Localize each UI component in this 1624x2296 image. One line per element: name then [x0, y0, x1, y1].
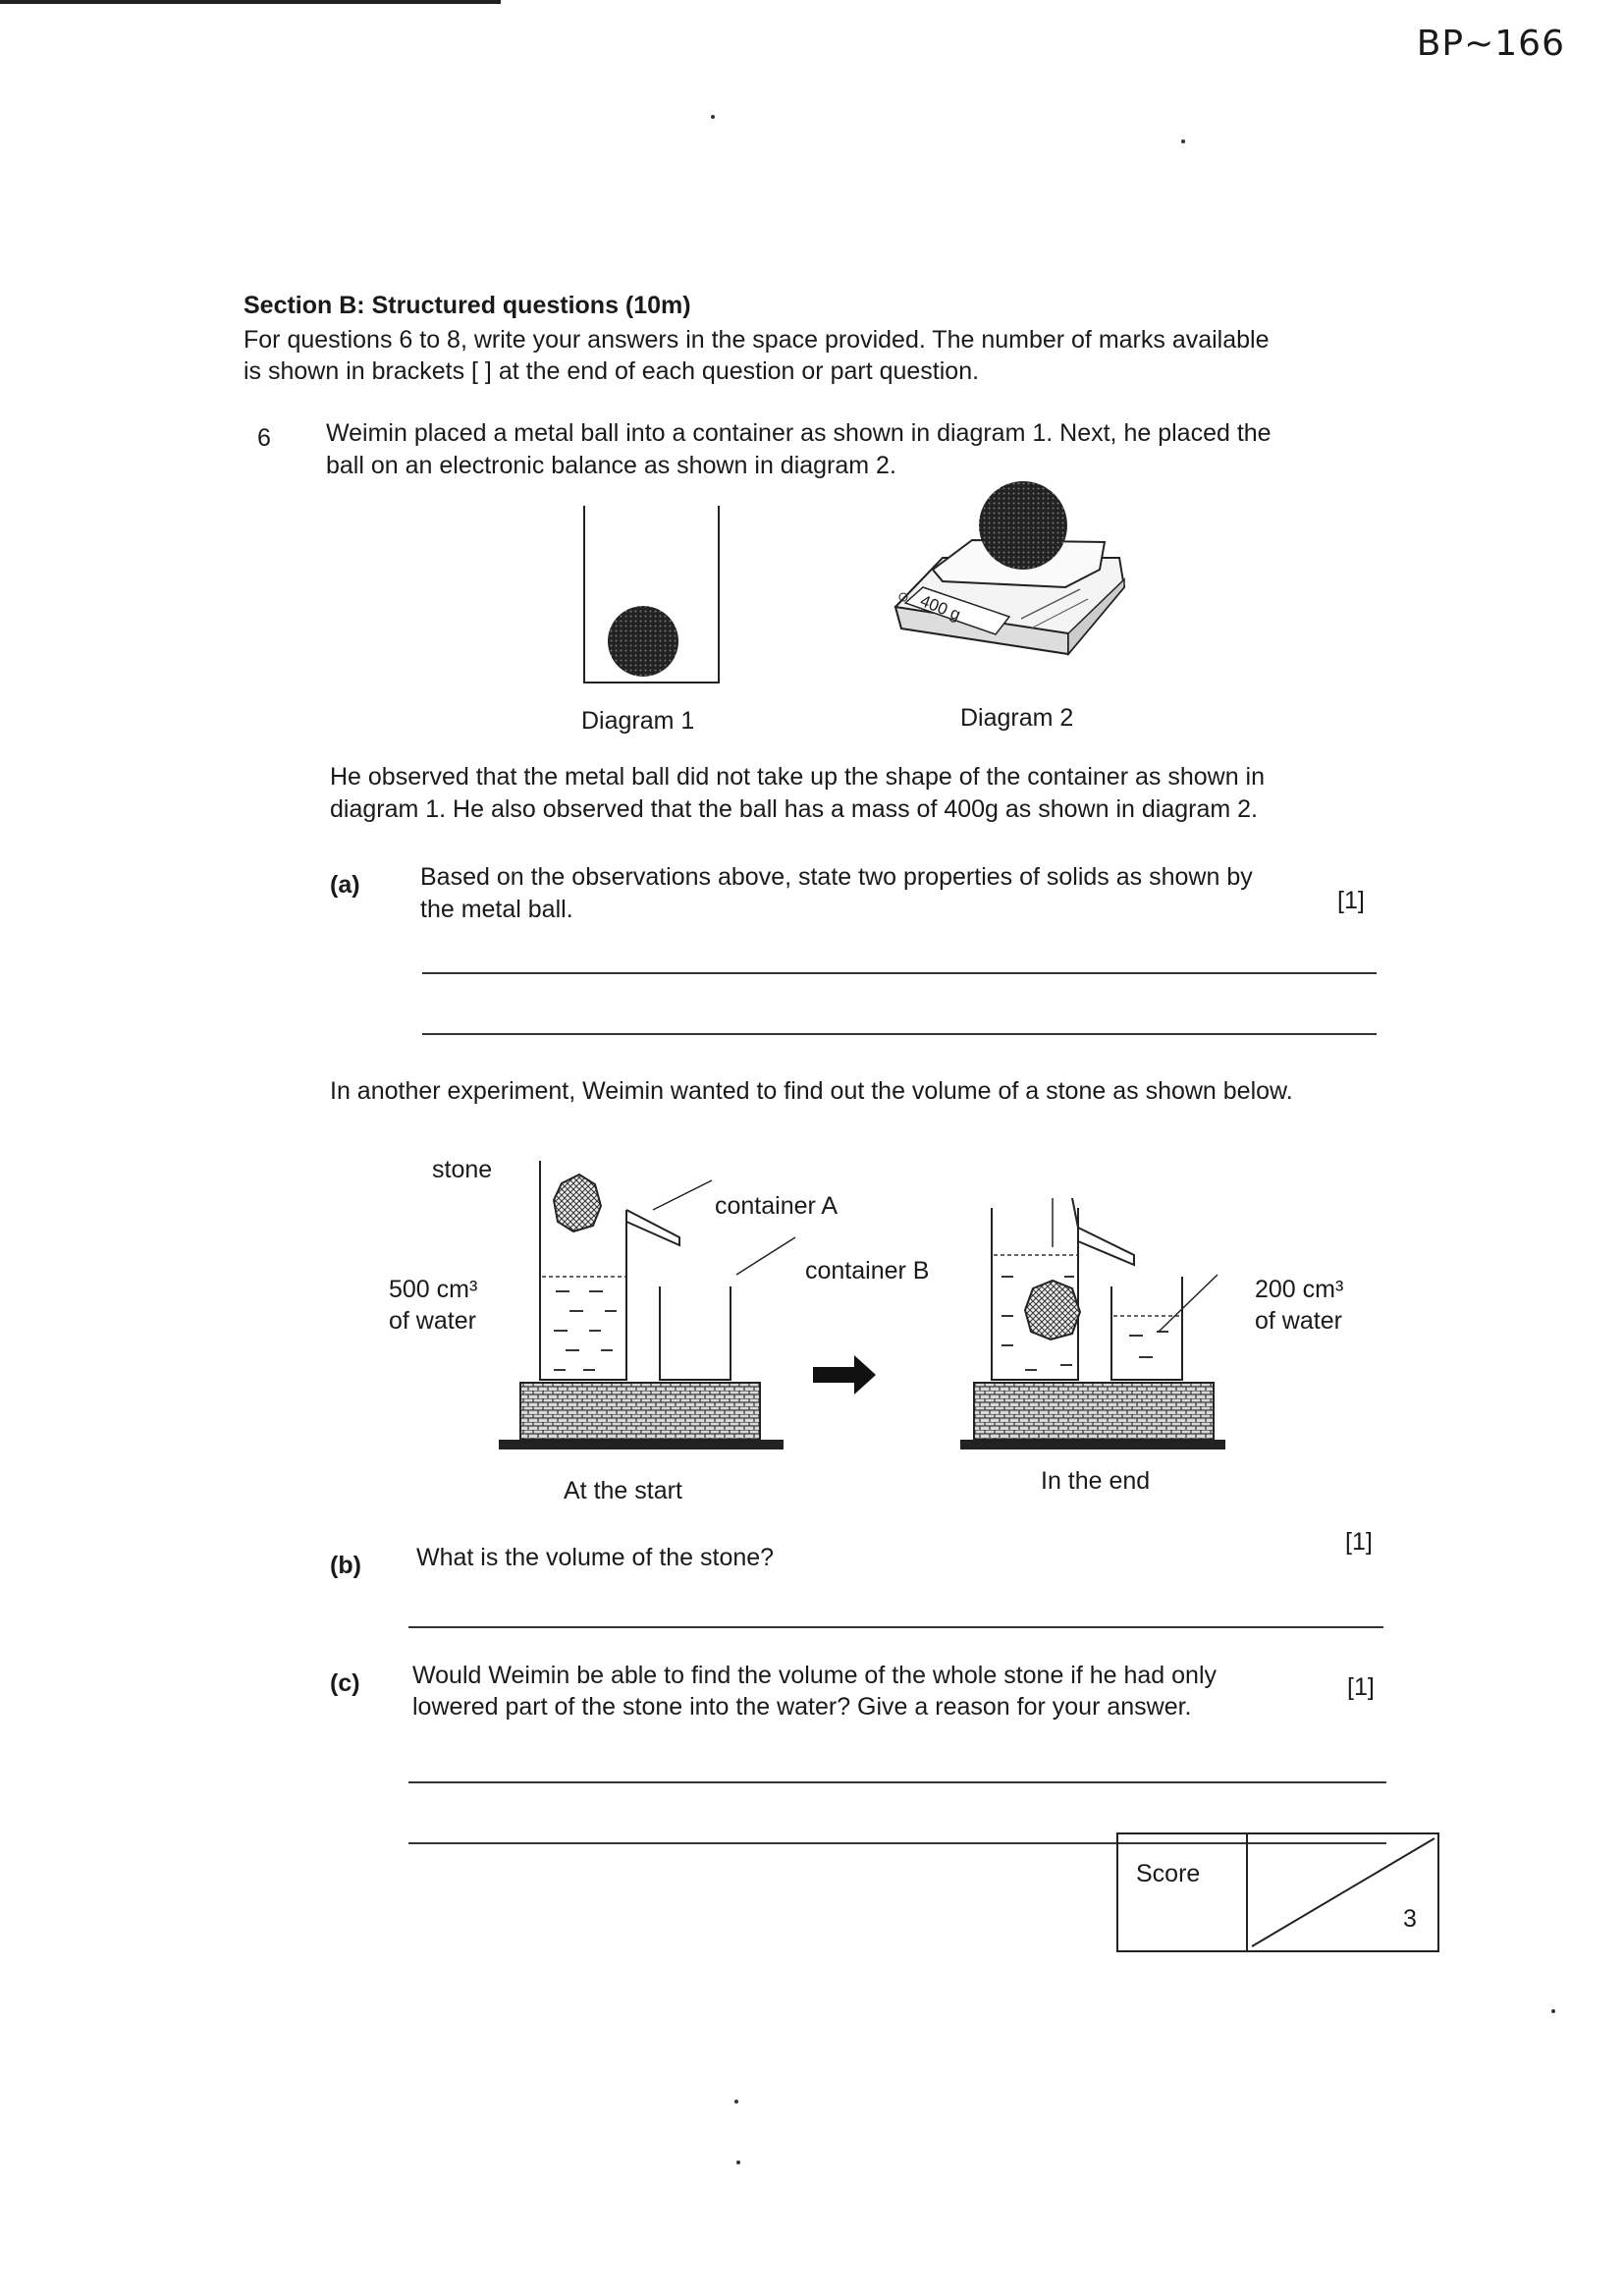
experiment-intro: In another experiment, Weimin wanted to find out the volume of a stone as shown below.	[330, 1077, 1293, 1105]
top-edge-bar	[0, 0, 501, 4]
part-c-text-line-1: Would Weimin be able to find the volume of the whole stone if he had only	[412, 1662, 1218, 1689]
diagram-1-label: Diagram 1	[581, 707, 695, 735]
section-instructions-line-1: For questions 6 to 8, write your answers in the space provided. The number of marks available	[244, 326, 1270, 354]
diagram-2-label: Diagram 2	[960, 704, 1074, 732]
stone-label: stone	[432, 1156, 493, 1183]
section-instructions-line-2: is shown in brackets [ ] at the end of each question or part question.	[244, 357, 980, 385]
arrow-icon	[813, 1355, 876, 1394]
part-b-text: What is the volume of the stone?	[416, 1544, 775, 1571]
part-a-label: (a)	[330, 871, 360, 899]
observation-line-1: He observed that the metal ball did not take up the shape of the container as shown in	[330, 763, 1266, 791]
container-b-label: container B	[805, 1257, 930, 1285]
section-title: Section B: Structured questions (10m)	[244, 292, 691, 319]
score-box	[1116, 1832, 1439, 1952]
stone-experiment-diagram	[373, 1139, 1394, 1512]
scan-speck	[736, 2160, 740, 2164]
end-caption: In the end	[1041, 1467, 1151, 1495]
start-volume-label: 500 cm³	[389, 1276, 478, 1303]
score-max: 3	[1403, 1905, 1417, 1933]
part-b-marks: [1]	[1345, 1528, 1373, 1556]
end-volume-label: 200 cm³	[1255, 1276, 1344, 1303]
part-c-answer-line-1[interactable]	[408, 1781, 1386, 1783]
scan-speck	[711, 115, 715, 119]
metal-ball-on-balance	[979, 481, 1067, 570]
part-a-text-line-1: Based on the observations above, state two properties of solids as shown by	[420, 863, 1253, 891]
question-number: 6	[257, 424, 271, 452]
part-c-marks: [1]	[1347, 1673, 1375, 1701]
stone-shape	[554, 1175, 601, 1231]
question-intro-line-1: Weimin placed a metal ball into a container as shown in diagram 1. Next, he placed the	[326, 419, 1272, 447]
scan-speck	[1551, 2009, 1555, 2013]
balance-display-reading: 400 g	[917, 591, 964, 625]
part-a-text-line-2: the metal ball.	[420, 896, 573, 923]
end-volume-unit-line: of water	[1255, 1307, 1342, 1335]
page-code: BP~166	[1416, 24, 1565, 64]
part-a-marks: [1]	[1337, 887, 1365, 914]
observation-line-2: diagram 1. He also observed that the ball has a mass of 400g as shown in diagram 2.	[330, 795, 1258, 823]
diagram-2-balance	[884, 471, 1139, 687]
diagram-1-container	[569, 496, 727, 692]
start-volume-unit-line: of water	[389, 1307, 476, 1335]
part-b-answer-line[interactable]	[408, 1626, 1383, 1628]
part-a-answer-line-2[interactable]	[422, 1033, 1377, 1035]
part-b-label: (b)	[330, 1552, 361, 1579]
scan-speck	[1181, 139, 1185, 143]
part-c-text-line-2: lowered part of the stone into the water? Give a reason for your answer.	[412, 1693, 1192, 1721]
part-a-answer-line-1[interactable]	[422, 972, 1377, 974]
metal-ball	[608, 606, 678, 677]
part-c-label: (c)	[330, 1669, 360, 1697]
start-caption: At the start	[564, 1477, 682, 1504]
container-a-label: container A	[715, 1192, 839, 1220]
score-label: Score	[1136, 1860, 1201, 1887]
container-b-shape	[660, 1286, 731, 1380]
scan-speck	[734, 2100, 738, 2104]
setup-in-the-end	[960, 1198, 1225, 1449]
question-intro-line-2: ball on an electronic balance as shown in diagram 2.	[326, 452, 896, 479]
